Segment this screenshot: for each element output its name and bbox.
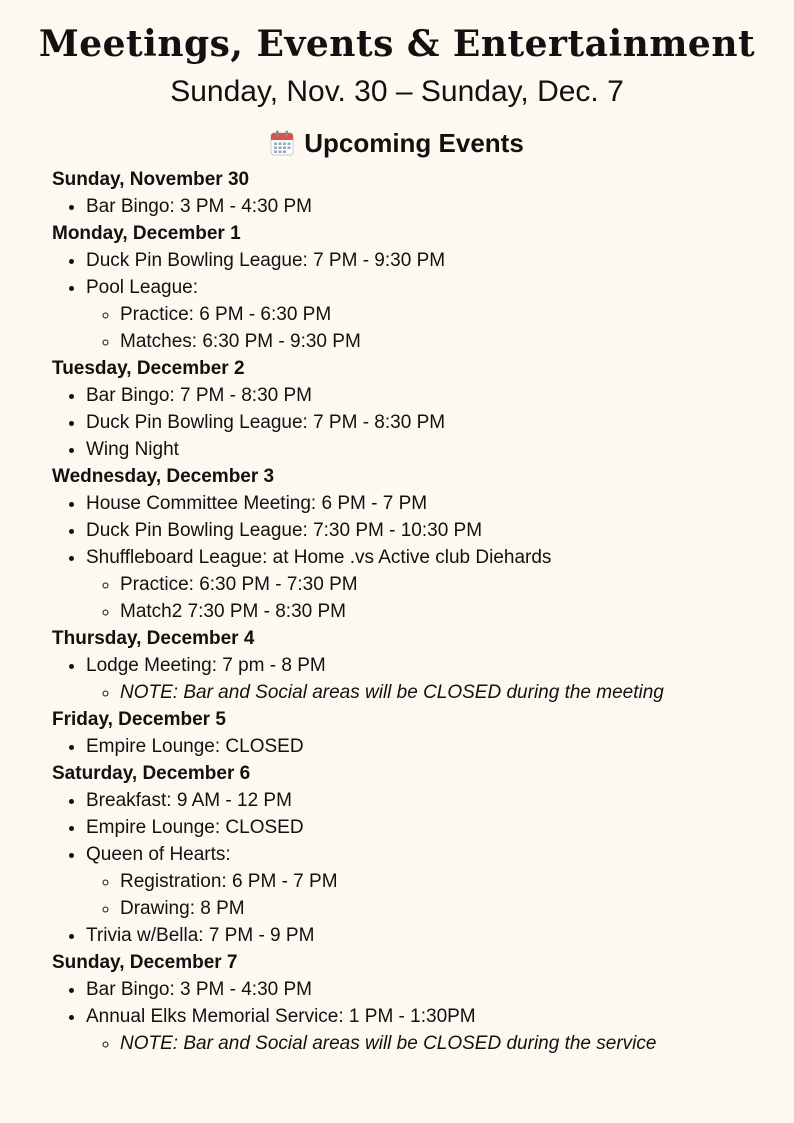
event-item (86, 517, 794, 544)
event-item-text: Wing Night (86, 439, 179, 460)
event-sub-list (86, 301, 794, 355)
event-sub-list (86, 1030, 794, 1057)
event-sub-item: ◦ Match2 7:30 PM - 8:30 PM (120, 598, 794, 625)
event-item (86, 436, 794, 463)
day-heading: Thursday, December 4 (52, 628, 255, 649)
calendar-icon (270, 130, 294, 156)
day-heading: Sunday, November 30 (52, 169, 250, 190)
date-range: Sunday, Nov. 30 – Sunday, Dec. 7 (170, 75, 624, 108)
event-list (52, 976, 794, 1057)
event-item (86, 382, 794, 409)
event-item-text: Annual Elks Memorial Service: 1 PM - 1:30PM (86, 1006, 476, 1027)
event-list (52, 247, 794, 355)
event-item-text: Shuffleboard League: at Home .vs Active club Diehards (86, 547, 552, 568)
event-item (86, 652, 794, 706)
event-item (86, 409, 794, 436)
event-item (86, 733, 794, 760)
event-item-text: Bar Bingo: 7 PM - 8:30 PM (86, 385, 312, 406)
day-heading: Tuesday, December 2 (52, 358, 245, 379)
event-item (86, 544, 794, 625)
event-note: ◦ NOTE: Bar and Social areas will be CLOSED during the meeting (120, 679, 794, 706)
event-item-text: Pool League: (86, 277, 198, 298)
event-sub-item: ◦ Drawing: 8 PM (120, 895, 794, 922)
event-item (86, 247, 794, 274)
section-heading-label: Upcoming Events (304, 127, 524, 158)
event-item (86, 490, 794, 517)
event-list (52, 382, 794, 463)
day-heading: Wednesday, December 3 (52, 466, 275, 487)
event-item-text: Bar Bingo: 3 PM - 4:30 PM (86, 979, 312, 1000)
event-item-text: Breakfast: 9 AM - 12 PM (86, 790, 292, 811)
event-list (52, 787, 794, 949)
day-heading: Saturday, December 6 (52, 763, 251, 784)
day-heading: Friday, December 5 (52, 709, 226, 730)
event-item-text: Empire Lounge: CLOSED (86, 736, 304, 757)
events-list (52, 166, 794, 1057)
event-item (86, 922, 794, 949)
event-item-text: Queen of Hearts: (86, 844, 231, 865)
event-item (86, 841, 794, 922)
event-item-text: Duck Pin Bowling League: 7 PM - 9:30 PM (86, 250, 446, 271)
event-sub-list (86, 679, 794, 706)
event-item-text: Trivia w/Bella: 7 PM - 9 PM (86, 925, 315, 946)
event-item (86, 787, 794, 814)
event-item (86, 1003, 794, 1057)
event-sub-item: ◦ Matches: 6:30 PM - 9:30 PM (120, 328, 794, 355)
event-item-text: Duck Pin Bowling League: 7:30 PM - 10:30 PM (86, 520, 483, 541)
event-list (52, 193, 794, 220)
day-heading: Sunday, December 7 (52, 952, 238, 973)
event-item-text: Bar Bingo: 3 PM - 4:30 PM (86, 196, 312, 217)
event-sub-list (86, 868, 794, 922)
event-list (52, 652, 794, 706)
event-list (52, 733, 794, 760)
event-item-text: House Committee Meeting: 6 PM - 7 PM (86, 493, 428, 514)
event-item-text: Empire Lounge: CLOSED (86, 817, 304, 838)
event-list (52, 490, 794, 625)
event-item (86, 976, 794, 1003)
day-heading: Monday, December 1 (52, 223, 241, 244)
event-item-text: Lodge Meeting: 7 pm - 8 PM (86, 655, 326, 676)
section-heading (0, 126, 794, 160)
event-item (86, 274, 794, 355)
event-sub-list (86, 571, 794, 625)
event-item (86, 193, 794, 220)
event-item-text: Duck Pin Bowling League: 7 PM - 8:30 PM (86, 412, 446, 433)
event-item (86, 814, 794, 841)
event-sub-item: ◦ Registration: 6 PM - 7 PM (120, 868, 794, 895)
page-title: Meetings, Events & Entertainment (38, 23, 756, 65)
event-sub-item: ◦ Practice: 6 PM - 6:30 PM (120, 301, 794, 328)
event-note: ◦ NOTE: Bar and Social areas will be CLOSED during the service (120, 1030, 794, 1057)
event-sub-item: ◦ Practice: 6:30 PM - 7:30 PM (120, 571, 794, 598)
